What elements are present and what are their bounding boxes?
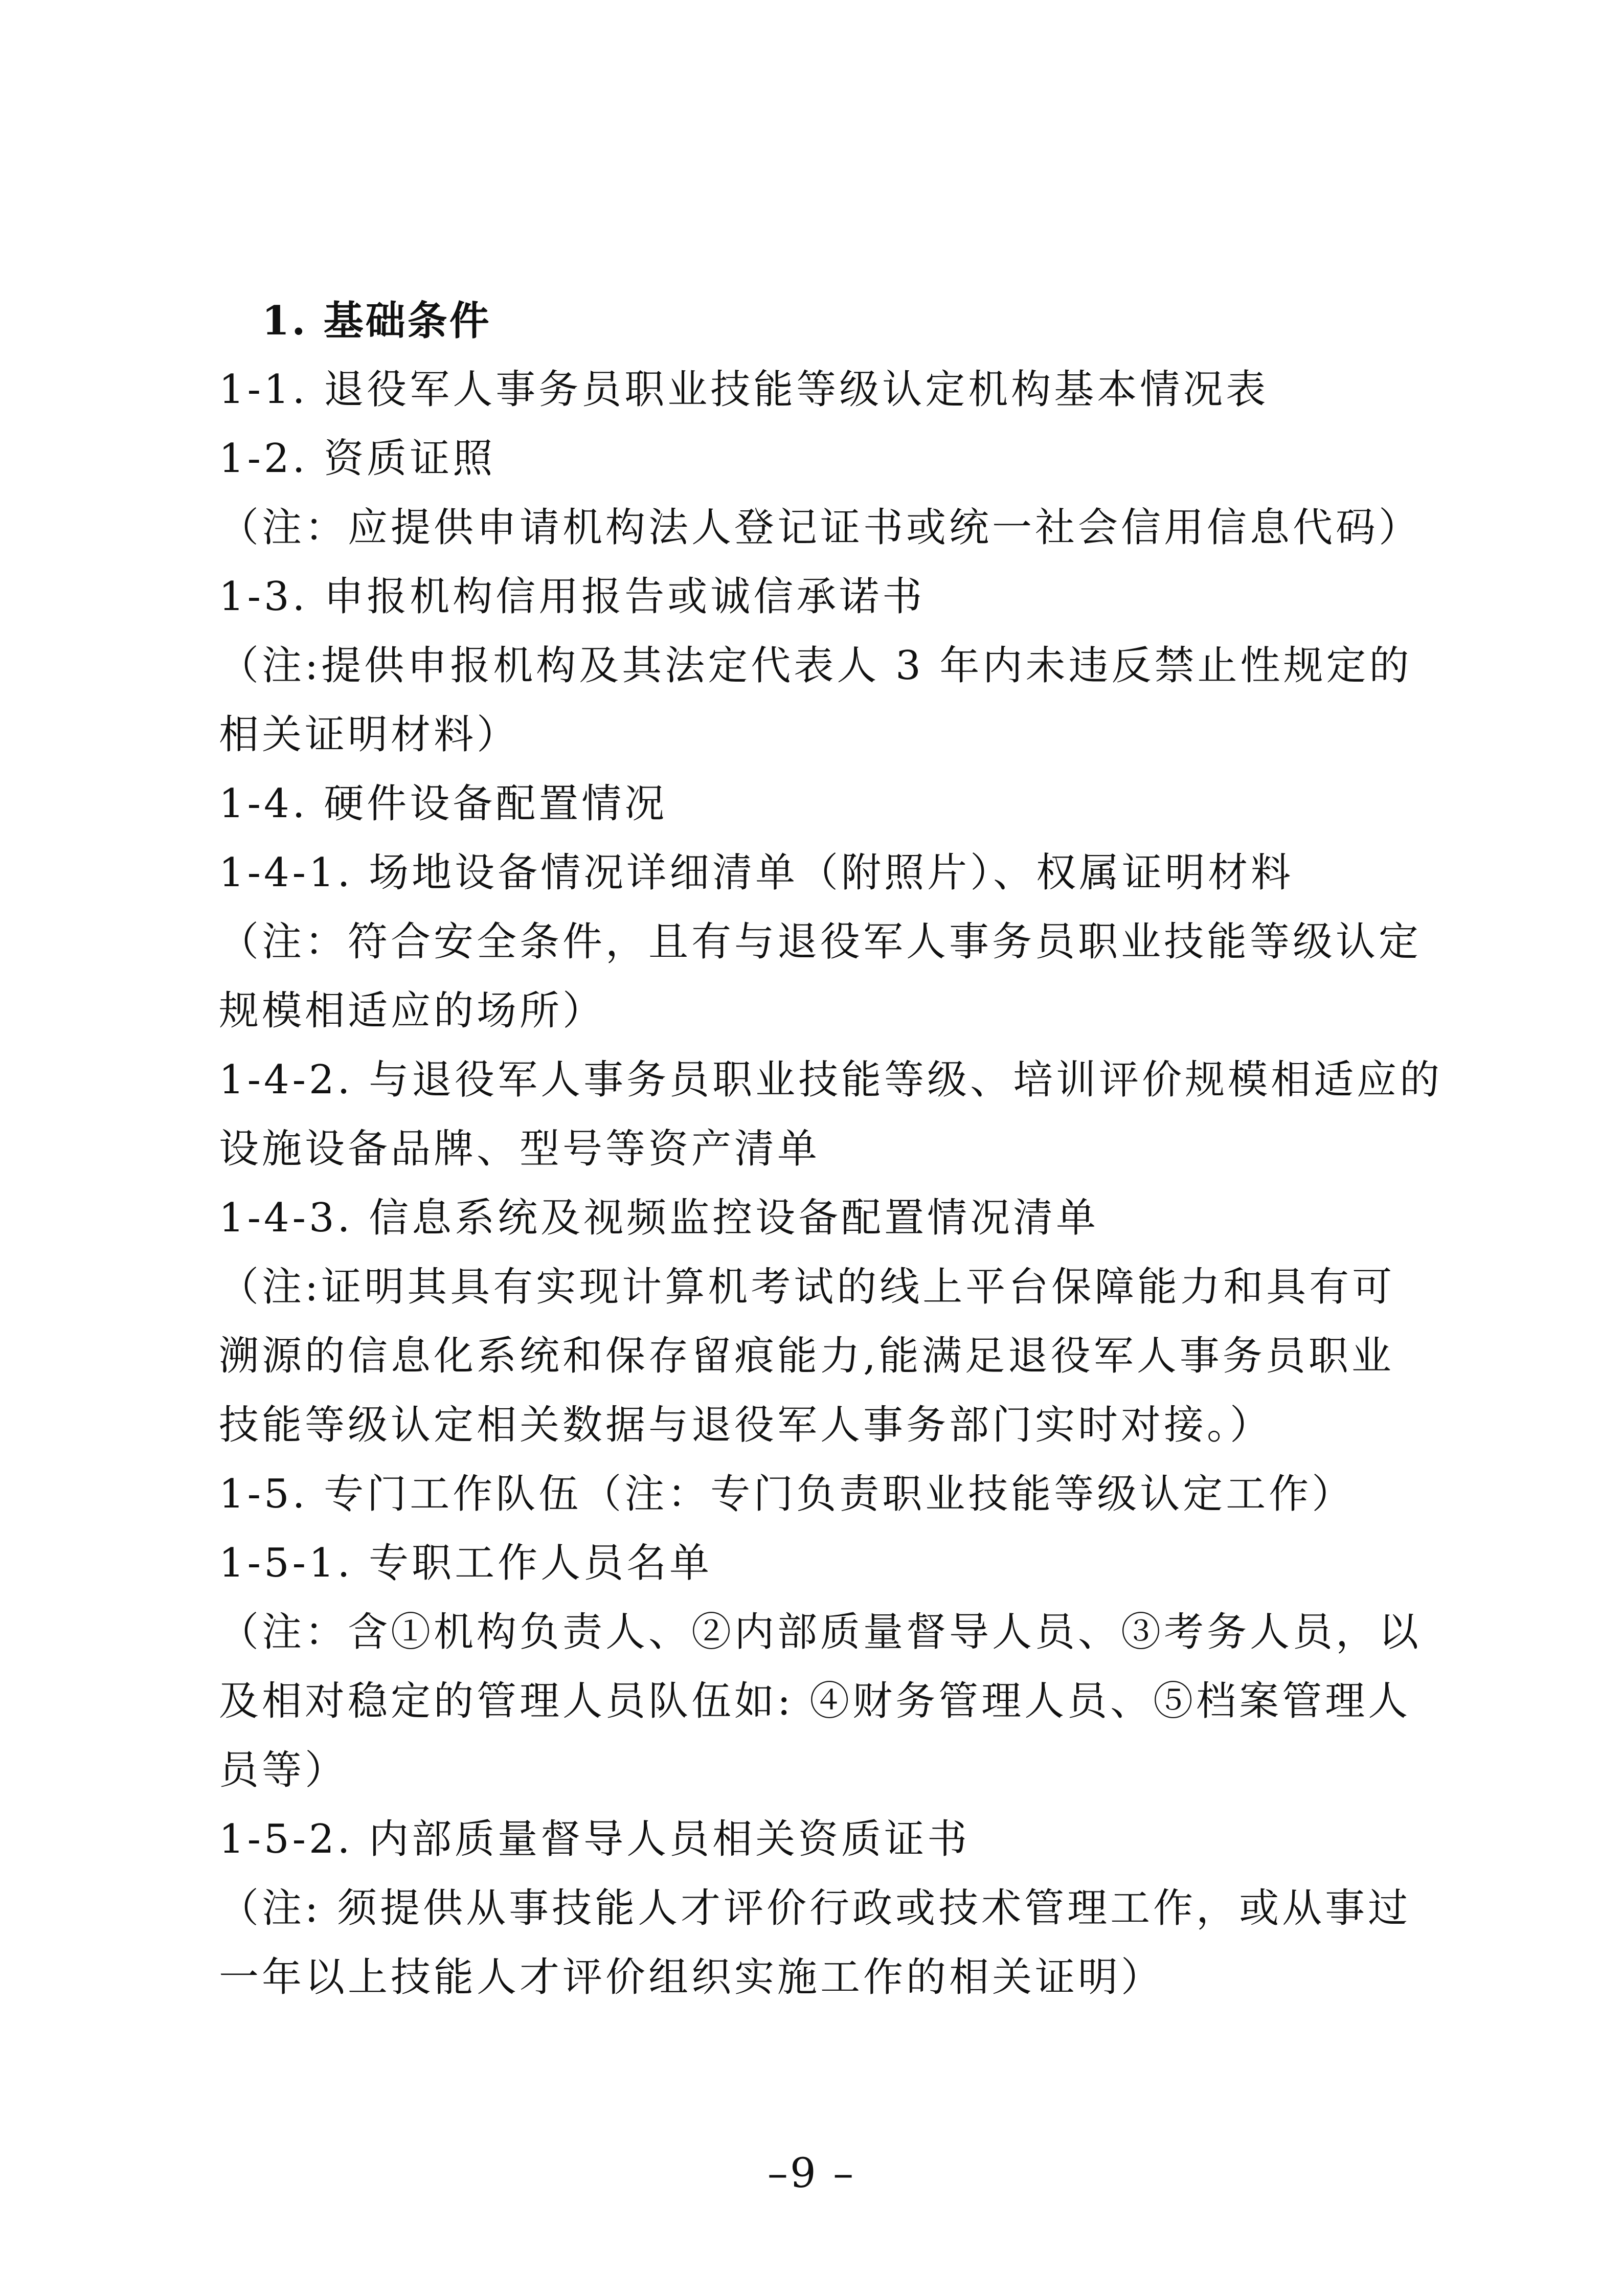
item-1-1: 1-1. 退役军人事务员职业技能等级认定机构基本情况表 xyxy=(219,367,1269,413)
item-1-4-2-line-2: 设施设备品牌、型号等资产清单 xyxy=(219,1126,821,1172)
note-1-5-1-line-3: 员等） xyxy=(219,1747,348,1793)
item-1-4-2-line-1: 1-4-2. 与退役军人事务员职业技能等级、培训评价规模相适应的 xyxy=(219,1057,1443,1103)
item-1-5: 1-5. 专门工作队伍（注：专门负责职业技能等级认定工作） xyxy=(219,1471,1355,1517)
item-1-3: 1-3. 申报机构信用报告或诚信承诺书 xyxy=(219,574,926,620)
note-1-3-line-2: 相关证明材料） xyxy=(219,712,520,758)
item-1-5-1: 1-5-1. 专职工作人员名单 xyxy=(219,1540,713,1586)
page-number: –9 – xyxy=(767,2149,856,2197)
item-1-5-2: 1-5-2. 内部质量督导人员相关资质证书 xyxy=(219,1816,971,1862)
note-1-5-1-line-1: （注：含①机构负责人、②内部质量督导人员、③考务人员，以 xyxy=(219,1609,1422,1655)
item-1-4-3: 1-4-3. 信息系统及视频监控设备配置情况清单 xyxy=(219,1195,1099,1241)
note-1-3-line-1: （注:提供申报机构及其法定代表人 3 年内未违反禁止性规定的 xyxy=(219,643,1412,689)
note-1-5-2-line-1: （注: 须提供从事技能人才评价行政或技术管理工作，或从事过 xyxy=(219,1885,1411,1931)
note-1-5-1-line-2: 及相对稳定的管理人员队伍如: ④财务管理人员、⑤档案管理人 xyxy=(219,1678,1411,1724)
note-1-5-2-line-2: 一年以上技能人才评价组织实施工作的相关证明） xyxy=(219,1954,1164,2000)
section-heading: 1. 基础条件 xyxy=(262,298,491,344)
note-1-4-3-line-2: 溯源的信息化系统和保存留痕能力,能满足退役军人事务员职业 xyxy=(219,1333,1394,1379)
item-1-4-1: 1-4-1. 场地设备情况详细清单（附照片）、权属证明材料 xyxy=(219,850,1294,896)
document-body xyxy=(219,286,1443,2012)
note-1-4-1-line-1: （注：符合安全条件，且有与退役军人事务员职业技能等级认定 xyxy=(219,919,1422,965)
note-1-2: （注：应提供申请机构法人登记证书或统一社会信用信息代码） xyxy=(219,505,1422,551)
note-1-4-3-line-1: （注:证明其具有实现计算机考试的线上平台保障能力和具有可 xyxy=(219,1264,1395,1310)
note-1-4-3-line-3: 技能等级认定相关数据与退役军人事务部门实时对接。） xyxy=(219,1402,1273,1448)
item-1-4: 1-4. 硬件设备配置情况 xyxy=(219,781,668,827)
item-1-2: 1-2. 资质证照 xyxy=(219,436,496,482)
note-1-4-1-line-2: 规模相适应的场所） xyxy=(219,988,606,1034)
